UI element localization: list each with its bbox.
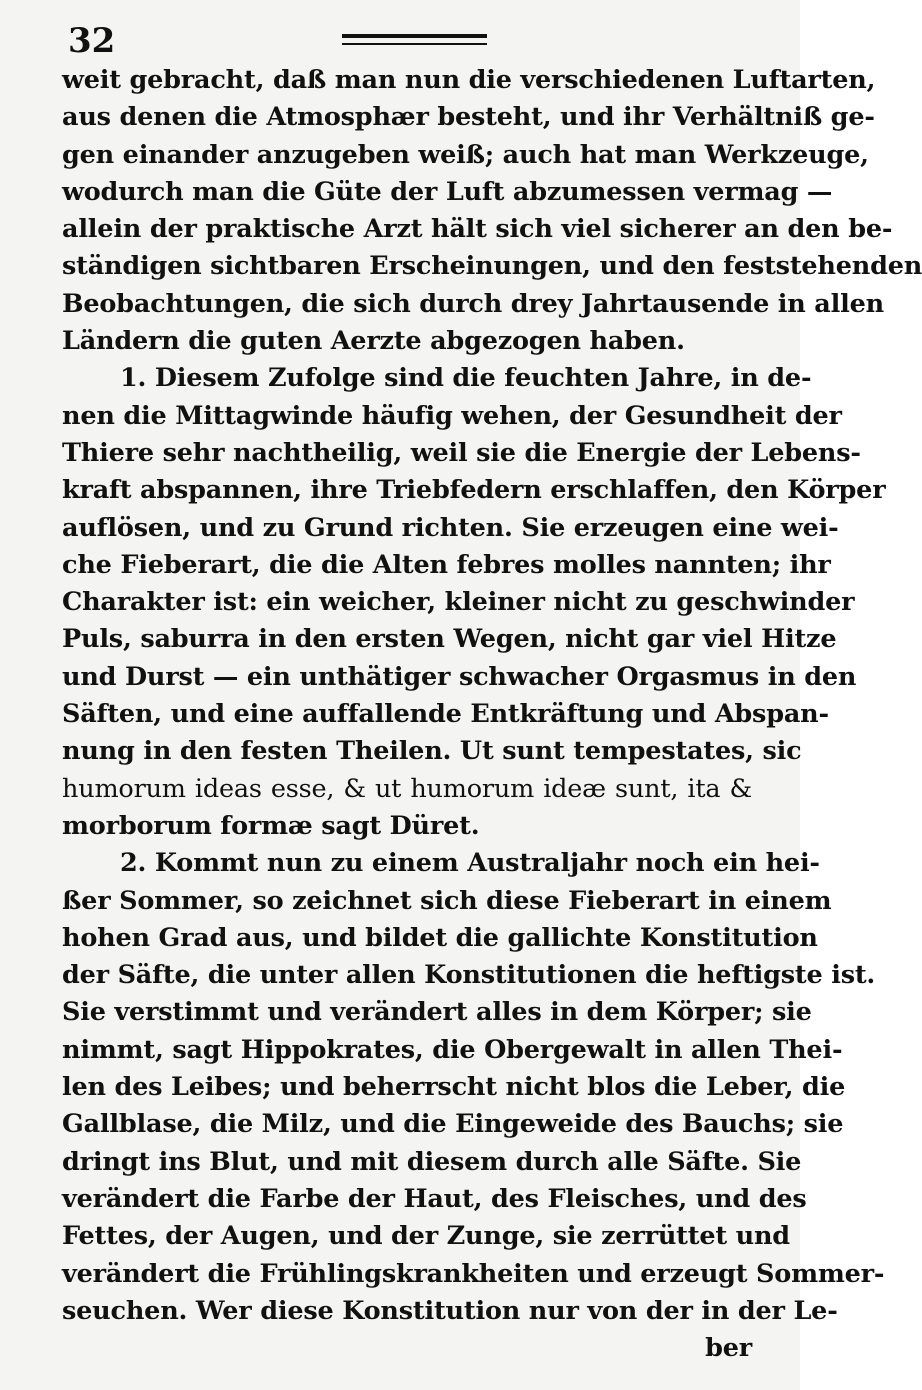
text-line: Fettes, der Augen, und der Zunge, sie zerrüttet und: [62, 1221, 790, 1252]
text-line: ßer Sommer, so zeichnet sich diese Fieberart in einem: [62, 885, 832, 916]
header-rule: [342, 34, 487, 45]
paragraph-start-line: 1. Diesem Zufolge sind die feuchten Jahre, in de-: [120, 363, 812, 394]
page-number: 32: [68, 21, 116, 61]
text-line: Charakter ist: ein weicher, kleiner nicht zu geschwinder: [62, 587, 855, 618]
text-line: Puls, saburra in den ersten Wegen, nicht gar viel Hitze: [62, 624, 837, 655]
text-line: len des Leibes; und beherrscht nicht blos die Leber, die: [62, 1072, 846, 1103]
text-line: Thiere sehr nachtheilig, weil sie die Energie der Lebens-: [62, 437, 861, 468]
text-line: auflösen, und zu Grund richten. Sie erzeugen eine wei-: [62, 512, 839, 543]
text-line: und Durst — ein unthätiger schwacher Orgasmus in den: [62, 661, 857, 692]
text-line: seuchen. Wer diese Konstitution nur von der in der Le-: [62, 1295, 838, 1326]
text-line: verändert die Frühlingskrankheiten und erzeugt Sommer-: [62, 1258, 885, 1289]
text-line: Sie verstimmt und verändert alles in dem Körper; sie: [62, 997, 812, 1028]
paragraph-start-line: 2. Kommt nun zu einem Australjahr noch ein hei-: [120, 848, 820, 879]
text-line: morborum formæ sagt Düret.: [62, 810, 480, 841]
text-line: aus denen die Atmosphær besteht, und ihr Verhältniß ge-: [62, 102, 875, 133]
text-line: Säften, und eine auffallende Entkräftung und Abspan-: [62, 699, 829, 730]
text-line: Gallblase, die Milz, und die Eingeweide des Bauchs; sie: [62, 1109, 844, 1140]
text-line-latin: humorum ideas esse, & ut humorum ideæ sunt, ita &: [62, 773, 752, 804]
text-line: gen einander anzugeben weiß; auch hat man Werkzeuge,: [62, 139, 869, 170]
catchword: ber: [705, 1333, 752, 1364]
text-line: dringt ins Blut, und mit diesem durch alle Säfte. Sie: [62, 1146, 802, 1177]
text-line: hohen Grad aus, und bildet die gallichte Konstitution: [62, 922, 818, 953]
text-line: der Säfte, die unter allen Konstitutionen die heftigste ist.: [62, 960, 876, 991]
text-line: Beobachtungen, die sich durch drey Jahrtausende in allen: [62, 288, 884, 319]
text-line: che Fieberart, die die Alten febres molles nannten; ihr: [62, 549, 831, 580]
text-line: verändert die Farbe der Haut, des Fleisches, und des: [62, 1183, 807, 1214]
text-line: nen die Mittagwinde häufig wehen, der Gesundheit der: [62, 400, 842, 431]
text-line: kraft abspannen, ihre Triebfedern erschlaffen, den Körper: [62, 475, 886, 506]
text-line: wodurch man die Güte der Luft abzumessen vermag —: [62, 176, 833, 207]
text-line: ständigen sichtbaren Erscheinungen, und den feststehenden: [62, 251, 922, 282]
text-line: nimmt, sagt Hippokrates, die Obergewalt in allen Thei-: [62, 1034, 843, 1065]
text-line: allein der praktische Arzt hält sich viel sicherer an den be-: [62, 214, 893, 245]
body-text: [62, 62, 922, 1367]
text-line: weit gebracht, daß man nun die verschiedenen Luftarten,: [62, 65, 876, 95]
text-line: Ländern die guten Aerzte abgezogen haben.: [62, 326, 685, 357]
text-line: nung in den festen Theilen. Ut sunt tempestates, sic: [62, 736, 802, 767]
